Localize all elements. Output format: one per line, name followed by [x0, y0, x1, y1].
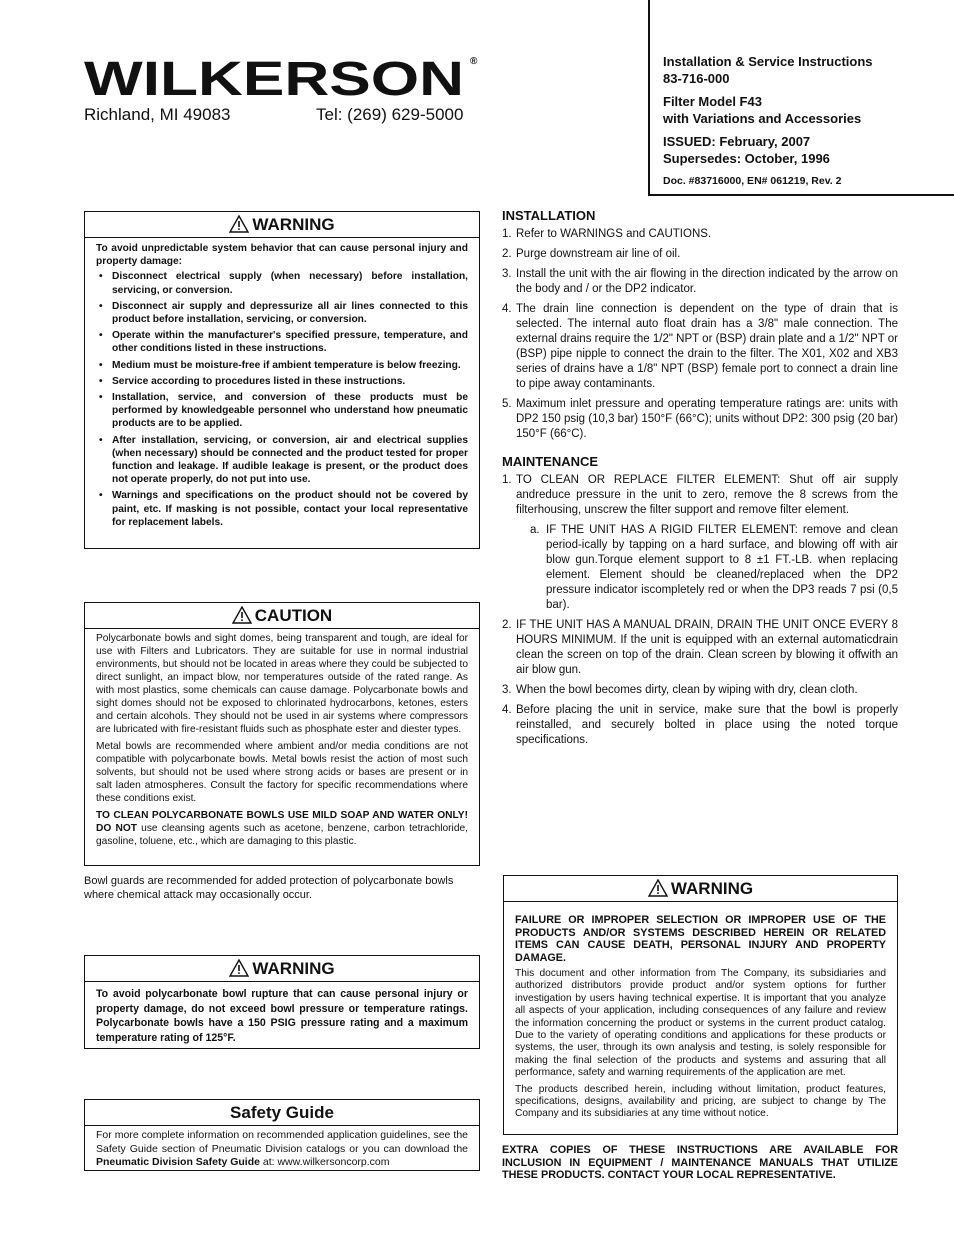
liability-warning-bold: FAILURE OR IMPROPER SELECTION OR IMPROPER USE OF THE PRODUCTS AND/OR SYSTEMS DESCRIBED HEREIN OR RELATED ITEMS CAN CAUSE DEATH, PERSONAL INJURY AND PROPERTY DAMAGE.: [515, 914, 886, 964]
maintenance-step: 3. When the bowl becomes dirty, clean by wiping with dry, clean cloth.: [502, 684, 858, 696]
company-phone: Tel: (269) 629-5000: [316, 105, 464, 124]
warning-list: [96, 270, 468, 529]
model-line-1: Filter Model F43: [663, 94, 762, 109]
issued-date: ISSUED: February, 2007: [663, 134, 811, 149]
maintenance-step: 1. TO CLEAN OR REPLACE FILTER ELEMENT: Shut off air supply andreduce pressure in the unit to zero, remove the 8 screws from the filterhousing, unscrew the filter support and remove filter element.: [502, 474, 898, 516]
installation-step: 2. Purge downstream air line of oil.: [502, 248, 681, 260]
safety-guide-link-name: Pneumatic Division Safety Guide: [96, 1156, 260, 1168]
warning-item: • Warnings and specifications on the product should not be covered by paint, etc. If masking is not possible, contact your local representative for replacement labels.: [96, 489, 468, 529]
caution-paragraph-1: Polycarbonate bowls and sight domes, being transparent and tough, are ideal for use with Filters and Lubricators. They are suitable for use in normal industrial environments, but should not be located in areas where they could be subjected to direct sunlight, an impact blow, nor temperatures outside of the rated range. As with most plastics, some chemicals can cause damage. Polycarbonate bowls and sight domes should not be exposed to chlorinated hydrocarbons, ketones, esters and certain alcohols. They should not be used in air systems where compressors are lubricated with fire-resistant fluids such as phosphate ester and diester types.: [96, 633, 468, 735]
warning-item: • After installation, servicing, or conversion, air and electrical supplies (when necessary) should be connected and the product tested for proper function and leakage. If audible leakage is present, or the product does not operate properly, do not put into use.: [96, 434, 468, 487]
warning-item: • Disconnect air supply and depressurize all air lines connected to this product before installation, servicing, or conversion.: [96, 300, 468, 326]
installation-step: 1. Refer to WARNINGS and CAUTIONS.: [502, 228, 712, 240]
extra-copies-note: EXTRA COPIES OF THESE INSTRUCTIONS ARE AVAILABLE FOR INCLUSION IN EQUIPMENT / MAINTENANCE MANUALS THAT UTILIZE THESE PRODUCTS. CONTACT YOUR LOCAL REPRESENTATIVE.: [502, 1144, 898, 1181]
warning-title: [85, 956, 479, 982]
caution-clean-bold: TO CLEAN POLYCARBONATE BOWLS USE MILD SOAP AND WATER ONLY! DO NOT: [96, 810, 468, 834]
doc-number: 83-716-000: [663, 71, 730, 86]
warning-item: • Service according to procedures listed in these instructions.: [96, 375, 468, 388]
warning-title: [504, 876, 897, 902]
safety-guide-url: at: www.wilkersoncorp.com: [259, 1156, 390, 1168]
installation-step: 5. Maximum inlet pressure and operating temperature ratings are: units with DP2 150 psig (10,3 bar) 150°F (66°C); units without DP2: 300 psig (20 bar) 150°F (66°C).: [502, 398, 898, 440]
bowl-guard-note: Bowl guards are recommended for added protection of polycarbonate bowls where chemical attack may occasionally occur.: [84, 875, 454, 901]
installation-step: 4. The drain line connection is dependent on the type of drain that is selected. The internal auto float drain has a 3/8" male connection. The external drains require the 1/2" NPT or (BSP) drain plate and a 1/2" NPT or (BSP) pipe nipple to connect the drain to the filter. The X01, X02 and XB3 series of drains have a 1/8" NPT (BSP) female port to connect a drain line to pipe away contaminants.: [502, 303, 898, 390]
warning-intro: To avoid unpredictable system behavior that can cause personal injury and property damage:: [96, 243, 468, 268]
warning-triangle-icon: [229, 959, 249, 977]
registered-mark: ®: [470, 56, 478, 67]
safety-guide-text: For more complete information on recommended application guidelines, see the Safety Guide section of Pneumatic Division catalogs or you can download the Pneumatic Division Safety Guide at: www.wilkersoncorp.com: [96, 1129, 468, 1168]
warning-triangle-icon: [648, 879, 668, 897]
caution-clean-rest: use cleansing agents such as acetone, benzene, carbon tetrachloride, gasoline, toluene, etc., which are damaging to this plastic.: [96, 823, 468, 847]
warning-item: • Disconnect electrical supply (when necessary) before installation, servicing, or conversion.: [96, 270, 468, 296]
wilkerson-logo: [84, 55, 464, 99]
supersedes-date: Supersedes: October, 1996: [663, 151, 830, 166]
caution-triangle-icon: [232, 606, 252, 624]
caution-title: [85, 603, 479, 629]
warning-box-liability: [503, 875, 898, 1135]
maintenance-heading: MAINTENANCE: [502, 454, 599, 469]
warning-item: • Operate within the manufacturer's specified pressure, temperature, and other conditions listed in these instructions.: [96, 329, 468, 355]
company-address: Richland, MI 49083: [84, 105, 231, 124]
warning-item: • Medium must be moisture-free if ambient temperature is below freezing.: [96, 359, 468, 372]
caution-paragraph-2: Metal bowls are recommended where ambient and/or media conditions are not compatible with polycarbonate bowls. Metal bowls resist the action of most such solvents, but should not be used where strong acids or bases are present or in salt laden atmospheres. Consult the factory for specific recommendations where these conditions exist.: [96, 741, 468, 804]
doc-title: Installation & Service Instructions: [663, 54, 873, 69]
warning-box-bowl: [84, 955, 480, 1049]
caution-title-text: CAUTION: [254, 606, 333, 625]
maintenance-step: 4. Before placing the unit in service, make sure that the bowl is properly reinstalled, and securely bolted in place using the noted torque specifications.: [502, 704, 898, 746]
liability-paragraph-1: This document and other information from The Company, its subsidiaries and authorized distributors provide product and/or system options for further investigation by users having technical expertise. It is important that you analyze all aspects of your application, including consequences of any failure and review the information concerning the product or systems in the current product catalog. Due to the variety of operating conditions and applications for these products or systems, the user, through its own analysis and testing, is solely responsible for making the final selection of the products and systems and assuring that all performance, safety and warning requirements of the application are met.: [515, 968, 886, 1079]
maintenance-step: 2. IF THE UNIT HAS A MANUAL DRAIN, DRAIN THE UNIT ONCE EVERY 8 HOURS MINIMUM. If the unit is equipped with an external automaticdrain clean the screen on top of the drain. Clean screen by blowing it offwith an air blow gun.: [502, 619, 898, 676]
warning-title-text: WARNING: [670, 879, 754, 898]
installation-step: 3. Install the unit with the air flowing in the direction indicated by the arrow on the body and / or the DP2 indicator.: [502, 268, 898, 295]
warning-title: [85, 212, 479, 238]
warning-triangle-icon: [229, 215, 249, 233]
maintenance-substep: a. IF THE UNIT HAS A RIGID FILTER ELEMENT: remove and clean period-ically by tapping on a hard surface, and blowing off with air blow gun.Torque element support to 8 ±1 FT.-LB. when replacing element. Element should be cleaned/replaced when the DP2 pressure indicator iscompletely red or when the DP3 reads 7 psi (0,5 bar).: [530, 524, 898, 611]
installation-heading: INSTALLATION: [502, 208, 596, 223]
bowl-warning-text: To avoid polycarbonate bowl rupture that can cause personal injury or property damage, do not exceed bowl pressure or temperature ratings. Polycarbonate bowls have a 150 PSIG pressure rating and a maximum temperature rating of 125°F.: [96, 988, 468, 1044]
document-info: [663, 53, 943, 190]
doc-reference: Doc. #83716000, EN# 061219, Rev. 2: [663, 175, 842, 187]
warning-title-text: WARNING: [252, 215, 335, 234]
safety-guide-box: [84, 1099, 480, 1171]
liability-paragraph-2: The products described herein, including without limitation, product features, specifications, designs, availability and pricing, are subject to change by The Company and its subsidiaries at any time without notice.: [515, 1083, 886, 1120]
warning-box-general: [84, 211, 480, 549]
caution-paragraph-3: [96, 809, 468, 848]
warning-title-text: WARNING: [252, 959, 335, 978]
safety-guide-title: Safety Guide: [85, 1100, 479, 1126]
warning-item: • Installation, service, and conversion of these products must be performed by knowledgeable personnel who understand how pneumatic products are to be applied.: [96, 391, 468, 431]
model-line-2: with Variations and Accessories: [663, 111, 862, 126]
installation-section: [502, 208, 898, 753]
caution-box: [84, 602, 480, 866]
brand-wordmark: WILKERSON: [84, 55, 464, 99]
